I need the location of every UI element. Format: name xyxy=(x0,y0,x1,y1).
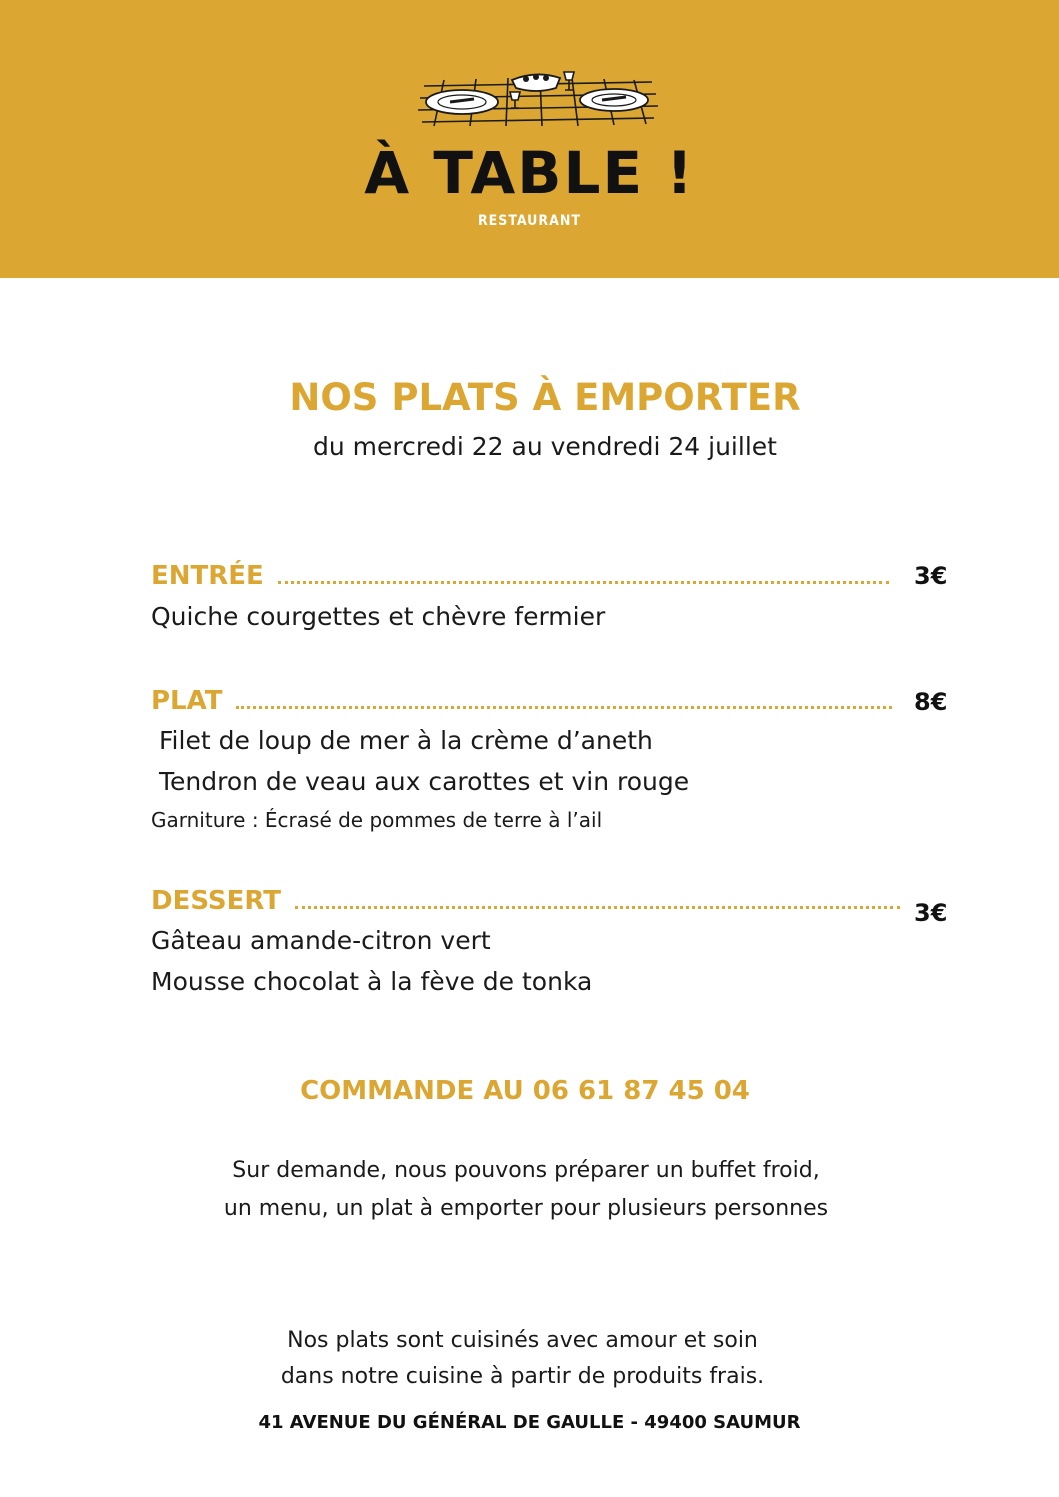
menu-item: Quiche courgettes et chèvre fermier xyxy=(151,602,606,631)
info-line: un menu, un plat à emporter pour plusieurs personnes xyxy=(223,1196,829,1221)
menu-item: Gâteau amande-citron vert xyxy=(151,926,491,955)
logo-title: À TABLE ! xyxy=(364,139,695,207)
section-name: DESSERT xyxy=(151,886,281,916)
header-banner xyxy=(0,0,1059,278)
info-line: Sur demande, nous pouvons préparer un buffet froid, xyxy=(232,1158,820,1183)
section-dessert-heading xyxy=(151,883,900,917)
section-name: ENTRÉE xyxy=(151,561,264,591)
page-title: NOS PLATS À EMPORTER xyxy=(289,376,801,419)
dotted-leader xyxy=(236,706,892,709)
dotted-leader xyxy=(278,581,889,584)
date-range: du mercredi 22 au vendredi 24 juillet xyxy=(313,432,777,461)
section-entree-heading xyxy=(151,558,889,592)
logo-subtitle: RESTAURANT xyxy=(477,213,581,229)
menu-item: Filet de loup de mer à la crème d’aneth xyxy=(159,726,653,755)
address: 41 AVENUE DU GÉNÉRAL DE GAULLE - 49400 SAUMUR xyxy=(258,1412,801,1433)
dotted-leader xyxy=(295,906,900,909)
order-phone: COMMANDE AU 06 61 87 45 04 xyxy=(300,1076,750,1106)
price-entree: 3€ xyxy=(914,562,948,590)
section-name: PLAT xyxy=(151,686,223,716)
menu-item: Tendron de veau aux carottes et vin rouge xyxy=(159,767,690,796)
section-plat-heading xyxy=(151,683,892,717)
price-dessert: 3€ xyxy=(914,899,948,927)
table-setting-illustration xyxy=(414,66,662,130)
garnish-note: Garniture : Écrasé de pommes de terre à l’ail xyxy=(151,808,603,832)
price-plat: 8€ xyxy=(914,688,948,716)
menu-item: Mousse chocolat à la fève de tonka xyxy=(151,967,593,996)
closing-line: Nos plats sont cuisinés avec amour et soin xyxy=(287,1328,758,1353)
closing-line: dans notre cuisine à partir de produits frais. xyxy=(280,1364,765,1389)
